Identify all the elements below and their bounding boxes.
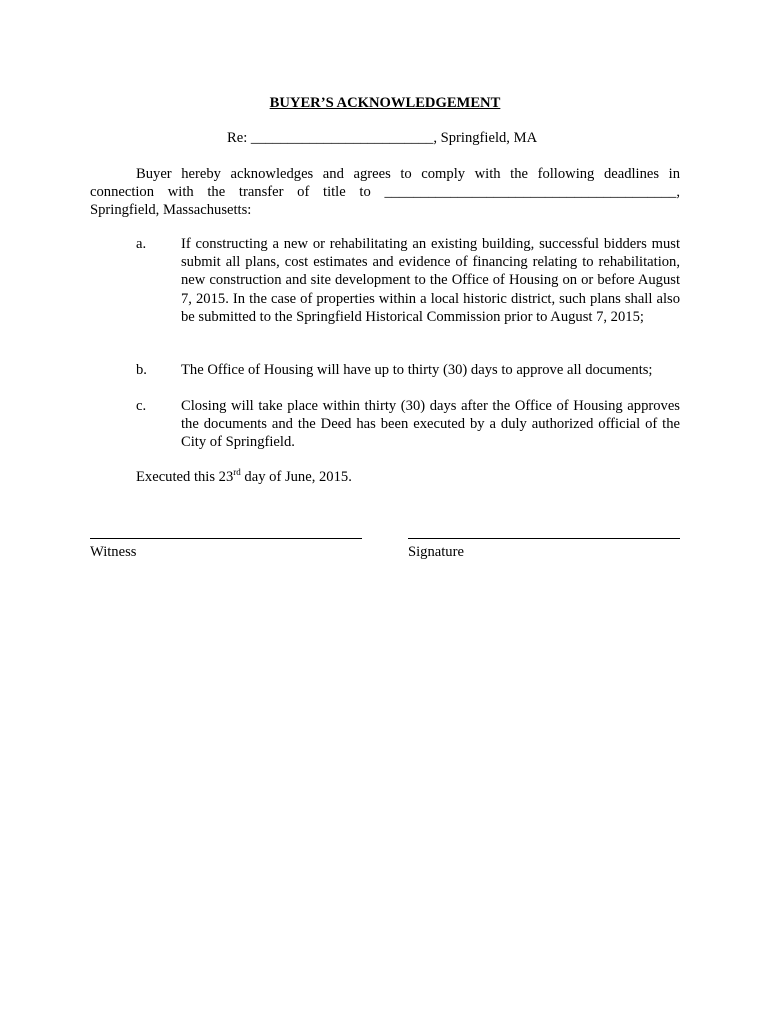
item-text: If constructing a new or rehabilitating an existing building, successful bidders must submit all plans, cost estimates and evidence of financing relating to rehabilitation, new construction and site development to the Office of Housing on or before August 7, 2015. In the case of properties within a local historic district, such plans shall also be submitted to the Springfield Historical Commission prior to August 7, 2015; (181, 236, 680, 325)
item-marker: a. (136, 236, 147, 252)
execution-prefix: Executed this 23 (136, 469, 234, 485)
item-marker: b. (136, 362, 147, 378)
execution-suffix: day of June, 2015. (240, 469, 352, 485)
item-text: The Office of Housing will have up to thirty (30) days to approve all documents; (181, 362, 653, 378)
intro-paragraph: Buyer hereby acknowledges and agrees to comply with the following deadlines in connection with the transfer of title to ________________________________________, Springfield, Massachusetts: (90, 166, 680, 218)
execution-date-line (136, 468, 352, 486)
item-text: Closing will take place within thirty (30) days after the Office of Housing approves the documents and the Deed has been executed by a duly authorized official of the City of Springfield. (181, 398, 680, 451)
deadline-item-a (90, 235, 680, 326)
deadline-item-c (90, 397, 680, 452)
witness-signature-line (90, 538, 362, 539)
re-line: Re: _________________________, Springfield, MA (227, 130, 538, 146)
deadline-item-b (90, 361, 680, 379)
buyer-signature-line (408, 538, 680, 539)
document-title: BUYER’S ACKNOWLEDGEMENT (269, 95, 501, 111)
ordinal-suffix: rd (233, 467, 241, 477)
signature-label: Signature (408, 544, 464, 560)
witness-label: Witness (90, 544, 137, 560)
item-marker: c. (136, 398, 147, 414)
